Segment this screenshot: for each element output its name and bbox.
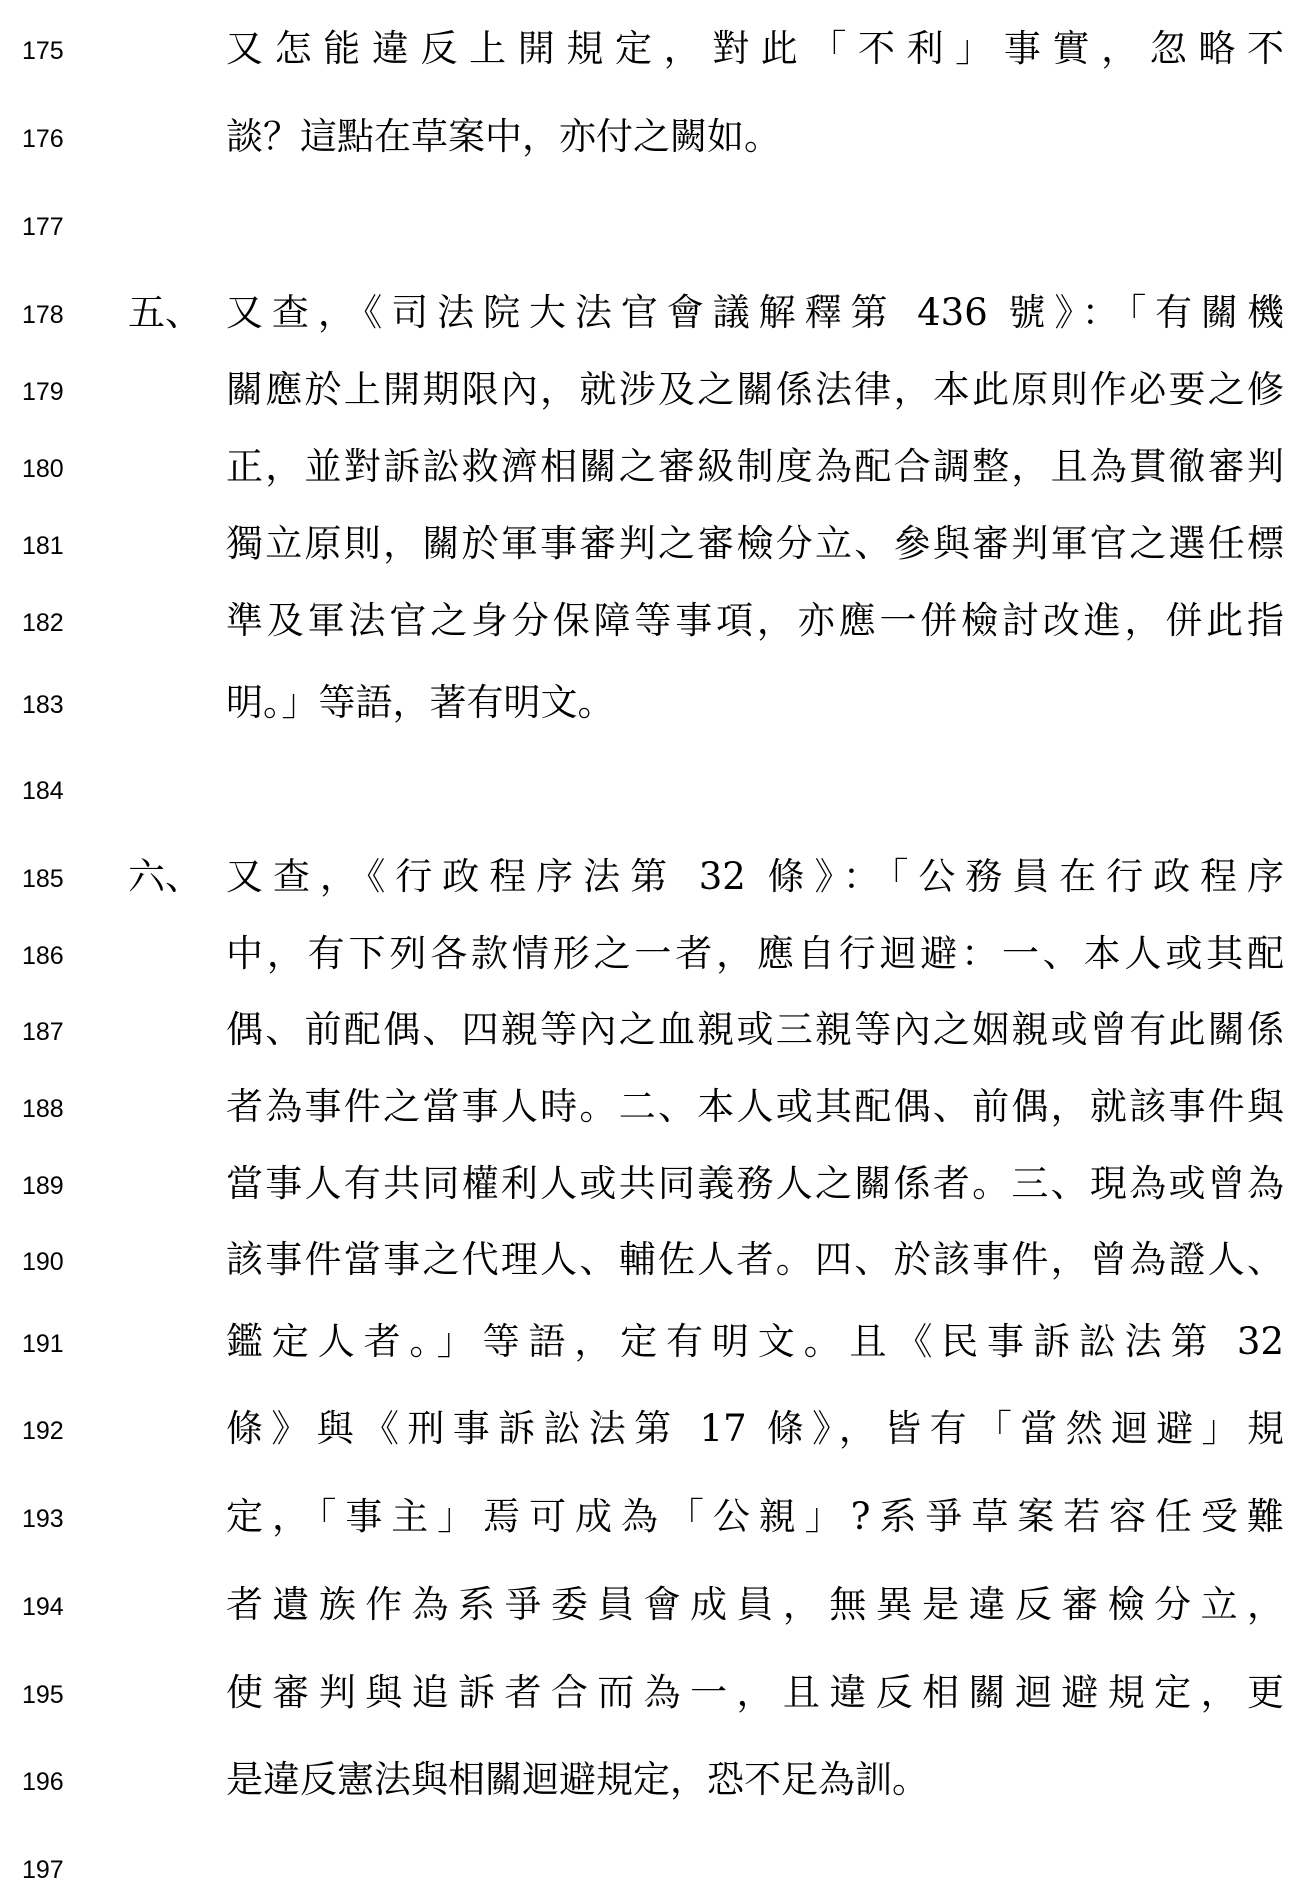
line-194 bbox=[0, 1576, 1316, 1636]
line-181 bbox=[0, 515, 1316, 575]
line-188 bbox=[0, 1078, 1316, 1138]
line-182 bbox=[0, 592, 1316, 652]
line-number: 180 bbox=[22, 455, 64, 483]
line-number: 186 bbox=[22, 942, 64, 970]
line-number: 196 bbox=[22, 1768, 64, 1796]
line-186 bbox=[0, 925, 1316, 985]
line-number: 188 bbox=[22, 1095, 64, 1123]
line-183 bbox=[0, 674, 1316, 734]
section-marker-six: 六、 bbox=[128, 855, 202, 898]
line-text: 又查，《司法院大法官會議解釋第 436 號》：「有關機 bbox=[226, 291, 1284, 334]
line-175 bbox=[0, 20, 1316, 80]
line-text: 條》與《刑事訴訟法第 17 條》，皆有「當然迴避」規 bbox=[226, 1407, 1284, 1450]
line-185 bbox=[0, 848, 1316, 908]
section-marker-five: 五、 bbox=[128, 291, 202, 334]
line-number: 175 bbox=[22, 37, 64, 65]
line-number: 177 bbox=[22, 213, 64, 241]
line-number: 189 bbox=[22, 1172, 64, 1200]
line-number: 182 bbox=[22, 609, 64, 637]
line-178 bbox=[0, 284, 1316, 344]
line-number: 176 bbox=[22, 125, 64, 153]
line-text: 又查，《行政程序法第 32 條》：「公務員在行政程序 bbox=[226, 855, 1284, 898]
line-number: 194 bbox=[22, 1593, 64, 1621]
line-192 bbox=[0, 1400, 1316, 1460]
line-text: 鑑定人者。」等語，定有明文。且《民事訴訟法第 32 bbox=[226, 1320, 1284, 1363]
line-179 bbox=[0, 361, 1316, 421]
line-180 bbox=[0, 438, 1316, 498]
line-text: 獨立原則，關於軍事審判之審檢分立、參與審判軍官之選任標 bbox=[226, 522, 1284, 565]
line-text: 偶、前配偶、四親等內之血親或三親等內之姻親或曾有此關係 bbox=[226, 1008, 1284, 1051]
line-text: 定，「事主」焉可成為「公親」?系爭草案若容任受難 bbox=[226, 1495, 1284, 1538]
line-193 bbox=[0, 1488, 1316, 1548]
line-189 bbox=[0, 1155, 1316, 1215]
line-number: 191 bbox=[22, 1330, 64, 1358]
line-text: 者遺族作為系爭委員會成員，無異是違反審檢分立， bbox=[226, 1583, 1284, 1626]
line-text: 當事人有共同權利人或共同義務人之關係者。三、現為或曾為 bbox=[226, 1162, 1284, 1205]
line-number: 187 bbox=[22, 1018, 64, 1046]
line-text: 者為事件之當事人時。二、本人或其配偶、前偶，就該事件與 bbox=[226, 1085, 1284, 1128]
line-195 bbox=[0, 1664, 1316, 1724]
line-text: 準及軍法官之身分保障等事項，亦應一併檢討改進，併此指 bbox=[226, 599, 1284, 642]
line-text: 談？這點在草案中，亦付之闕如。 bbox=[226, 115, 781, 158]
line-number: 190 bbox=[22, 1248, 64, 1276]
line-184 bbox=[0, 760, 1316, 820]
line-number: 193 bbox=[22, 1505, 64, 1533]
line-176 bbox=[0, 108, 1316, 168]
line-number: 185 bbox=[22, 865, 64, 893]
line-number: 183 bbox=[22, 691, 64, 719]
line-number: 181 bbox=[22, 532, 64, 560]
line-number: 179 bbox=[22, 378, 64, 406]
line-text: 使審判與追訴者合而為一，且違反相關迴避規定，更 bbox=[226, 1671, 1284, 1714]
line-number: 184 bbox=[22, 777, 64, 805]
line-190 bbox=[0, 1231, 1316, 1291]
line-text: 關應於上開期限內，就涉及之關係法律，本此原則作必要之修 bbox=[226, 368, 1284, 411]
line-text: 明。」等語，著有明文。 bbox=[226, 681, 615, 724]
line-text: 正，並對訴訟救濟相關之審級制度為配合調整，且為貫徹審判 bbox=[226, 445, 1284, 488]
line-187 bbox=[0, 1001, 1316, 1061]
line-number: 178 bbox=[22, 301, 64, 329]
line-number: 195 bbox=[22, 1681, 64, 1709]
line-text: 中，有下列各款情形之一者，應自行迴避：一、本人或其配 bbox=[226, 932, 1284, 975]
line-text: 又怎能違反上開規定，對此「不利」事實，忽略不 bbox=[226, 27, 1284, 70]
line-text: 該事件當事之代理人、輔佐人者。四、於該事件，曾為證人、 bbox=[226, 1238, 1284, 1281]
line-196 bbox=[0, 1751, 1316, 1811]
line-number: 197 bbox=[22, 1856, 64, 1884]
line-197 bbox=[0, 1839, 1316, 1899]
line-text: 是違反憲法與相關迴避規定，恐不足為訓。 bbox=[226, 1758, 929, 1801]
line-191 bbox=[0, 1313, 1316, 1373]
line-number: 192 bbox=[22, 1417, 64, 1445]
line-177 bbox=[0, 196, 1316, 256]
